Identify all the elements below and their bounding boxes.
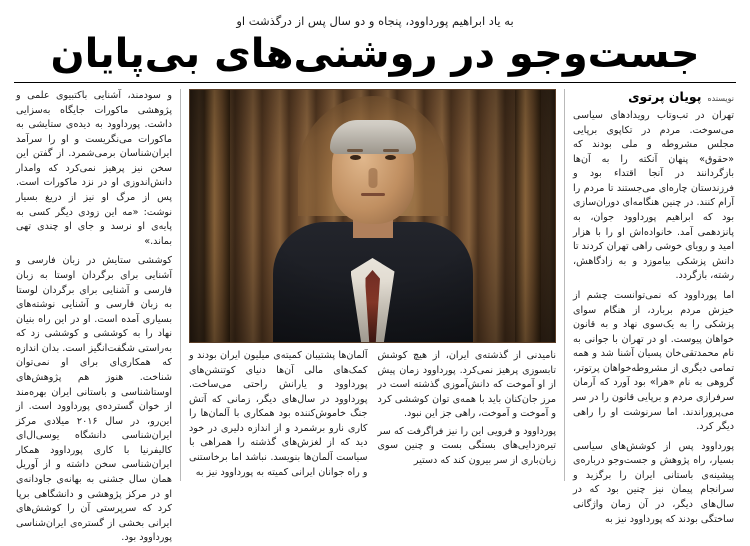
byline-label: نویسنده — [707, 94, 734, 103]
byline-author: پویان پرتوی — [628, 89, 702, 104]
kicker-line: به یاد ابراهیم پورداوود، پنجاه و دو سال پس از درگذشت او — [236, 14, 514, 28]
paragraph: نامیدنی از گذشته‌ی ایران، از هیچ کوشش تابسوزی پرهیز نمی‌کرد. پورداوود زمان پیش از او آموخت که دانش‌آموزی گذشته است در مرز جان‌کنان باید با همه‌ی توان کوششی کرد و آموخت و آموخت، راهی جز این نبود. — [377, 350, 556, 420]
photo-vignette — [190, 90, 555, 342]
paragraph: اما پورداوود که نمی‌توانست چشم از خیزش مردم بربارد، از هنگام سوای پزشکی را به یک‌سوی نهاد و به قانون خواهان پیوست. او در تهران با جوانی به نام محمدتقی‌خان پسیان آشنا شد و همه تمامی دیگری از مشروطه‌خواهان پرتوتر، گروهی به نام «هرا» بود آورد که آرمان سرفرازی مردم و برپایی قانون را در سر می‌پروراندند. اما سرنوشت او را راهی دیگر کرد. — [573, 289, 734, 433]
byline — [573, 89, 734, 104]
column-right — [564, 89, 736, 525]
column-center — [180, 89, 564, 481]
paragraph: کوششی ستایش در زبان فارسی و آشنایی برای برگردان اوستا به زبان فارسی و آشنایی برای برگردان لوستا به زبان فارسی و آشنایی نوشته‌های بسیاری آمده است. او در این راه بنیان نهاد را به کوششی و کوششی زد که به‌راستی شگفت‌انگیز است. بدان اندازه که همکاری‌ای برای او نمی‌توان شناخت. هنوز هم پژوهش‌های اوستاشناسی و باستانی ایران بهره‌مند از خوان گسترده‌ی پورداوود است. از این‌رو، در سال ۲۰۱۶ میلادی مرکز ایران‌شناسی دانشگاه یوسی‌ال‌ای کالیفرنیا با کاری پورداوود همکار ایران‌شناسی سخن داشته و از آوریل همان سال جشنی به بهانه‌ی جاودانه‌ی او در مرکز پژوهشی و دانشگاهی برپا کرد که سرپرستی آن را کوشش‌های ایرانی بخشی از گستره‌ی ایران‌شناسی پورداوود بود. — [16, 255, 172, 544]
paragraph: و سودمند، آشنایی باکتبیوی علمی و پژوهشی ماکورات جایگاه به‌سزایی داشت. پورداوود به دیده‌ی ستایشی به ماکورات می‌نگریست و او را سرآمد ایران‌شناسان برمی‌شمرد. از گفتن این سخن نیز پرهیز نمی‌کرد که وامدار دانش‌اندوزی او در نزد ماکورات است. پس از مرگ او نیز از دریغ بسیار نوشت: «مه این زودی دیگر کسی به پایه‌ی او نرسد و جای او چندی تهی بماند.» — [16, 90, 172, 247]
center-subcolumn-left — [189, 349, 368, 483]
column-left — [14, 89, 180, 544]
center-text-block — [189, 349, 556, 483]
paragraph: پورداوود و فرویی این را نیز فراگرفت که سر تیره‌زدایی‌های بستگی بست و چنین سوی زبان‌باری از سر بیرون کند که دستیر — [377, 425, 556, 467]
paragraph: تهران در تب‌وتاب رویدادهای سیاسی می‌سوخت. مردم در تکاپوی برپایی مجلس مشروطه و ملی بودند که «حقوق» پنهان آنکته را به آن‌ها بازگردانند در آنجا اقتداء بود و فرزندستان چاره‌ای می‌جستند تا مردم را آرام کنند. در چنین هنگامه‌ای دوران‌سازی بود که ابراهیم پورداوود جوان، به پانزدهمی آمد. خانواده‌اش او را با هزار امید و رویای خوشی راهی تهران کردند تا دانش پزشکی بیاموزد و به زادگاهش، رشته، بازگردد. — [573, 110, 734, 282]
portrait-photo — [189, 89, 556, 343]
page-title: جست‌وجو در روشنی‌های بی‌پایان — [50, 31, 700, 77]
center-subcolumn-right — [378, 349, 557, 483]
article-columns — [14, 89, 736, 544]
paragraph: پورداوود پس از کوشش‌های سیاسی بسیار، راه پژوهش و جست‌وجو درباره‌ی پیشینه‌ی باستانی ایران را برگزید و سرانجام پیمان نیز چنین بود که در سال‌های دیگر، در آن زمان واژگانی ساختگی بودند که پورداوود نیز به — [573, 440, 734, 525]
paragraph: آلمان‌ها پشتیبان کمیته‌ی میلیون ایران بودند و کمک‌های مالی آن‌ها دنیای کوتنشن‌های پورداوود و یارانش راحتی می‌ساخت. پورداوود در سال‌های دیگر، زمانی که آتش جنگ خاموش‌کننده بود همکاری با آلمان‌ها را کاری نارو برشمرد و از اندازه دلیری در خود دید که از لغزش‌های گذشته را همراهی با سیاست آلمان‌ها بنویسد. نباشد اما برخاستنی و راه جوانان ایرانی کمیته به پورداوود نیز به — [189, 350, 368, 478]
header-divider — [14, 82, 736, 83]
